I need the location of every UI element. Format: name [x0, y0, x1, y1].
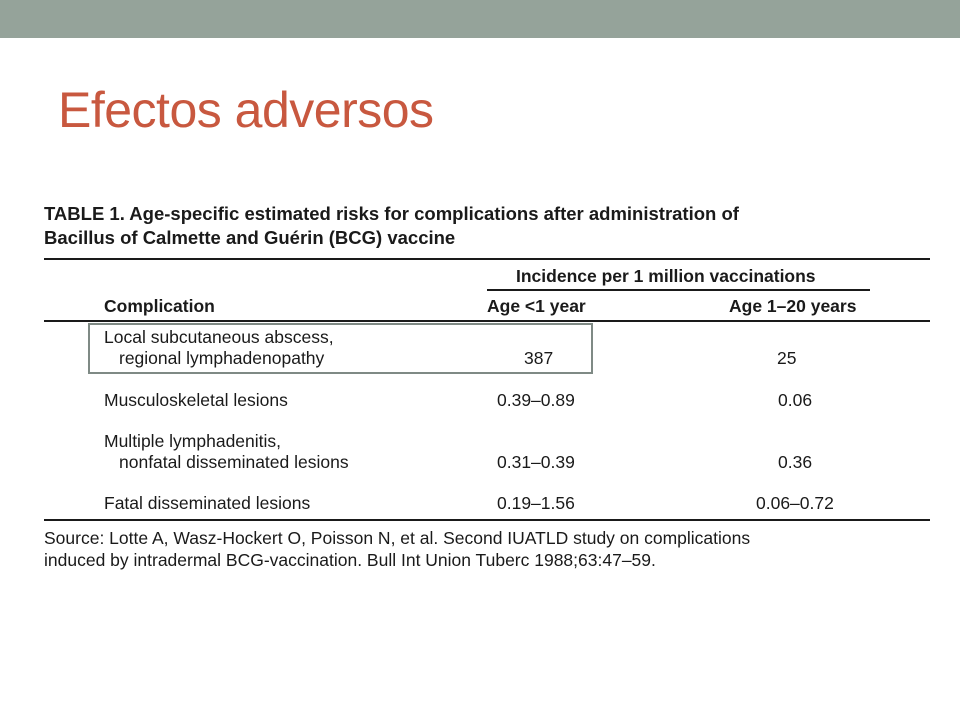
row-1-age-1-20: 25	[777, 348, 797, 368]
spanner-header: Incidence per 1 million vaccinations	[516, 266, 816, 286]
table-caption-line-2: Bacillus of Calmette and Guérin (BCG) vaccine	[44, 227, 456, 248]
spanner-rule	[487, 289, 870, 291]
row-4-complication: Fatal disseminated lesions	[104, 493, 311, 513]
row-3-complication-line-1: Multiple lymphadenitis,	[104, 431, 282, 451]
row-3-complication-line-2: nonfatal disseminated lesions	[119, 452, 349, 472]
table-caption-line-1: TABLE 1. Age-specific estimated risks for complications after administration of	[44, 203, 739, 224]
table-caption	[44, 202, 930, 250]
column-header-complication: Complication	[104, 296, 215, 316]
row-4-age-under-1: 0.19–1.56	[497, 493, 575, 513]
row-2-age-1-20: 0.06	[778, 390, 813, 410]
row-1-age-under-1: 387	[524, 348, 554, 368]
row-1-complication-line-1: Local subcutaneous abscess,	[104, 327, 334, 347]
table-header-rule	[44, 320, 930, 322]
slide-title: Efectos adversos	[58, 82, 434, 138]
top-accent-bar	[0, 0, 960, 38]
column-header-age-1-20: Age 1–20 years	[729, 296, 857, 316]
table-top-rule	[44, 258, 930, 260]
source-line-2: induced by intradermal BCG-vaccination. Bull Int Union Tuberc 1988;63:47–59.	[44, 550, 656, 570]
row-4-age-1-20: 0.06–0.72	[756, 493, 834, 513]
row-2-age-under-1: 0.39–0.89	[497, 390, 575, 410]
row-2-complication: Musculoskeletal lesions	[104, 390, 288, 410]
table-source-note	[44, 527, 930, 571]
source-line-1: Source: Lotte A, Wasz-Hockert O, Poisson N, et al. Second IUATLD study on complications	[44, 528, 751, 548]
row-3-age-1-20: 0.36	[778, 452, 813, 472]
column-header-age-under-1: Age <1 year	[487, 296, 586, 316]
row-1-complication-line-2: regional lymphadenopathy	[119, 348, 325, 368]
table-bottom-rule	[44, 519, 930, 521]
row-3-age-under-1: 0.31–0.39	[497, 452, 575, 472]
